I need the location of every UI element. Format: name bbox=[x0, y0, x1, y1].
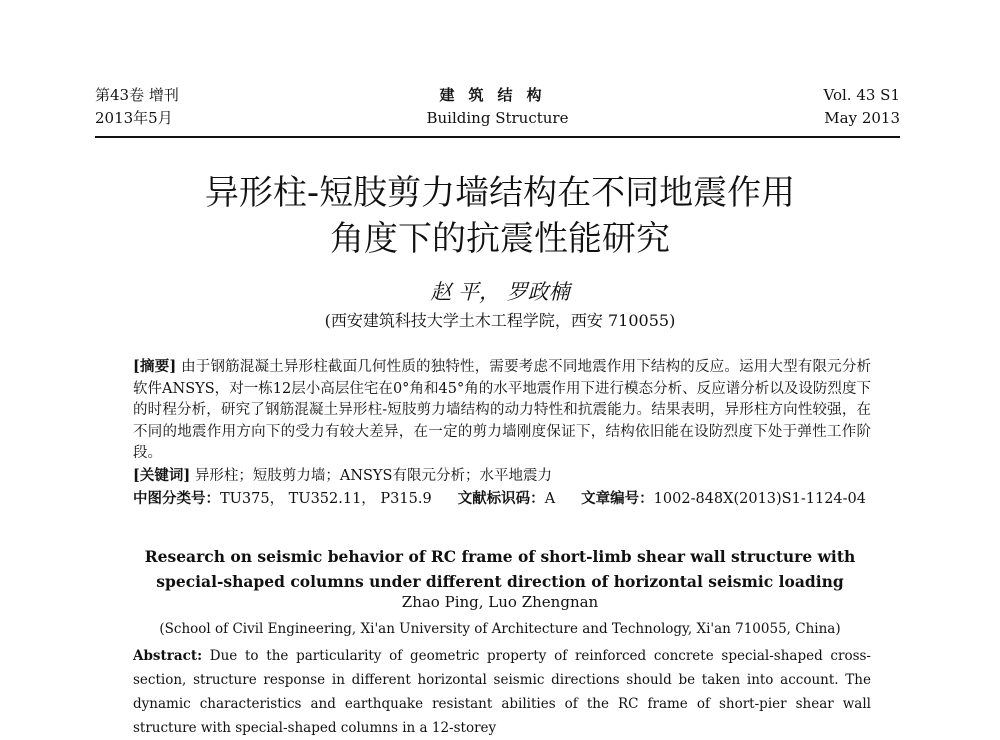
header-divider bbox=[95, 136, 900, 138]
paper-affiliation: (西安建筑科技大学土木工程学院，西安 710055) bbox=[324, 311, 676, 330]
english-title bbox=[0, 544, 1000, 594]
english-abstract-label: Abstract: bbox=[133, 648, 203, 664]
english-authors: Zhao Ping, Luo Zhengnan bbox=[401, 593, 599, 611]
english-title-line2: special-shaped columns under different direction of horizontal seismic loading bbox=[156, 572, 844, 591]
clc-value: TU375， TU352.11， P315.9 bbox=[220, 490, 432, 507]
english-affiliation: (School of Civil Engineering, Xi'an University of Architecture and Technology, Xi'an 710055, China) bbox=[159, 621, 841, 637]
publication-date-en: May 2013 bbox=[824, 109, 900, 127]
keywords-cn-text: 异形柱；短肢剪力墙；ANSYS有限元分析；水平地震力 bbox=[194, 467, 552, 484]
classification-line bbox=[133, 488, 871, 511]
paper-authors: 赵 平， 罗政楠 bbox=[430, 280, 570, 304]
keywords-cn-label: [关键词] bbox=[133, 466, 191, 484]
chinese-abstract-block bbox=[133, 356, 871, 510]
abstract-cn-text: 由于钢筋混凝土异形柱截面几何性质的独特性，需要考虑不同地震作用下结构的反应。运用大型有限元分析软件ANSYS，对一栋12层小高层住宅在0°角和45°角的水平地震作用下进行模态分析、反应谱分析以及设防烈度下的时程分析，研究了钢筋混凝土异形柱-短肢剪力墙结构的动力特性和抗震能力。结果表明，异形柱方向性较强，在不同的地震作用方向下的受力有较大差异，在一定的剪力墙刚度保证下，结构依旧能在设防烈度下处于弹性工作阶段。 bbox=[133, 359, 871, 462]
paper-title-line2: 角度下的抗震性能研究 bbox=[330, 219, 670, 259]
journal-volume-en bbox=[824, 84, 901, 130]
doc-code-label: 文献标识码： bbox=[457, 489, 545, 507]
abstract-cn bbox=[133, 356, 871, 465]
journal-header bbox=[95, 84, 900, 130]
volume-issue: 第43卷 增刊 bbox=[95, 86, 179, 104]
doc-code-value: A bbox=[544, 490, 556, 507]
keywords-cn bbox=[133, 465, 871, 488]
volume-en: Vol. 43 S1 bbox=[823, 86, 900, 104]
publication-date-cn: 2013年5月 bbox=[95, 109, 173, 127]
paper-title bbox=[0, 170, 1000, 262]
journal-name bbox=[95, 84, 900, 130]
english-abstract-text: Due to the particularity of geometric property of reinforced concrete special-shaped cross-section, structure response in different horizontal seismic directions should be taken into account. The dynamic characteristics and earthquake resistant abilities of the RC frame of short-pier shear wall structure with special-shaped columns in a 12-storey bbox=[133, 648, 871, 736]
article-number-label: 文章编号： bbox=[581, 489, 654, 507]
english-abstract bbox=[133, 644, 871, 740]
journal-name-en: Building Structure bbox=[426, 109, 569, 127]
journal-name-cn: 建筑结构 bbox=[439, 86, 556, 104]
english-title-line1: Research on seismic behavior of RC frame of short-limb shear wall structure with bbox=[144, 547, 856, 566]
abstract-cn-label: [摘要] bbox=[133, 358, 177, 375]
clc-label: 中图分类号： bbox=[133, 489, 220, 507]
paper-title-line1: 异形柱-短肢剪力墙结构在不同地震作用 bbox=[204, 173, 796, 213]
article-number-value: 1002-848X(2013)S1-1124-04 bbox=[653, 490, 866, 507]
